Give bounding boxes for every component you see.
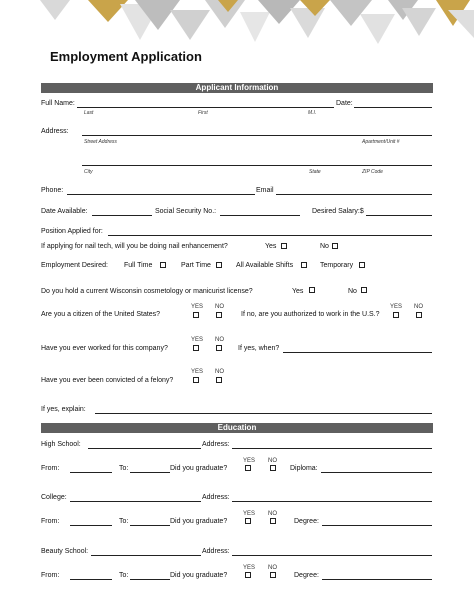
college-address-label: Address: — [202, 494, 230, 501]
temporary-checkbox[interactable] — [359, 262, 365, 268]
state-sublabel: State — [309, 169, 321, 175]
position-label: Position Applied for: — [41, 228, 103, 235]
beauty-to-label: To: — [119, 572, 129, 579]
full-name-field[interactable] — [77, 107, 334, 108]
temporary-label: Temporary — [320, 262, 354, 269]
hs-graduate-label: Did you graduate? — [170, 465, 228, 472]
college-yes-label: YES — [243, 511, 256, 517]
position-field[interactable] — [108, 235, 432, 236]
college-degree-field[interactable] — [322, 525, 432, 526]
if-yes-explain-label: If yes, explain: — [41, 406, 86, 413]
if-yes-when-field[interactable] — [283, 352, 432, 353]
last-sublabel: Last — [84, 110, 94, 116]
page-title: Employment Application — [50, 49, 202, 64]
college-to-label: To: — [119, 518, 129, 525]
beauty-graduate-yes-checkbox[interactable] — [245, 572, 251, 578]
license-no-checkbox[interactable] — [361, 287, 367, 293]
high-school-field[interactable] — [88, 448, 201, 449]
part-time-label: Part Time — [181, 262, 211, 269]
college-no-label: NO — [268, 511, 277, 517]
college-from-label: From: — [41, 518, 60, 525]
zip-sublabel: ZIP Code — [362, 169, 383, 175]
hs-graduate-no-checkbox[interactable] — [270, 465, 276, 471]
section-header-education: Education — [41, 423, 433, 433]
beauty-from-field[interactable] — [70, 579, 112, 580]
part-time-checkbox[interactable] — [216, 262, 222, 268]
desired-salary-field[interactable] — [366, 215, 432, 216]
date-available-field[interactable] — [92, 215, 152, 216]
hs-graduate-yes-checkbox[interactable] — [245, 465, 251, 471]
beauty-degree-label: Degree: — [294, 572, 319, 579]
ssn-label: Social Security No.: — [155, 208, 217, 215]
first-sublabel: First — [198, 110, 208, 116]
high-school-label: High School: — [41, 441, 81, 448]
nail-no-label: No — [320, 243, 329, 250]
address-label: Address: — [41, 128, 69, 135]
high-school-address-label: Address: — [202, 441, 230, 448]
worked-yes-checkbox[interactable] — [193, 345, 199, 351]
authorized-question: If no, are you authorized to work in the U.S.? — [241, 311, 380, 318]
ssn-field[interactable] — [220, 215, 300, 216]
hs-from-label: From: — [41, 465, 60, 472]
authorized-yes-checkbox[interactable] — [393, 312, 399, 318]
full-name-label: Full Name: — [41, 100, 75, 107]
beauty-degree-field[interactable] — [322, 579, 432, 580]
nail-no-checkbox[interactable] — [332, 243, 338, 249]
diploma-label: Diploma: — [290, 465, 318, 472]
nail-question: If applying for nail tech, will you be doing nail enhancement? — [41, 243, 228, 250]
mi-sublabel: M.I. — [308, 110, 317, 116]
citizen-yes-checkbox[interactable] — [193, 312, 199, 318]
license-no-label: No — [348, 288, 357, 295]
beauty-yes-label: YES — [243, 565, 256, 571]
worked-no-checkbox[interactable] — [216, 345, 222, 351]
hs-to-field[interactable] — [130, 472, 170, 473]
license-question: Do you hold a current Wisconsin cosmetology or manicurist license? — [41, 288, 253, 295]
beauty-to-field[interactable] — [130, 579, 170, 580]
beauty-graduate-no-checkbox[interactable] — [270, 572, 276, 578]
authorized-no-label: NO — [414, 304, 423, 310]
authorized-yes-label: YES — [390, 304, 403, 310]
beauty-school-label: Beauty School: — [41, 548, 89, 555]
diploma-field[interactable] — [321, 472, 432, 473]
if-yes-when-label: If yes, when? — [238, 345, 280, 352]
college-graduate-no-checkbox[interactable] — [270, 518, 276, 524]
felony-yes-label: YES — [191, 369, 204, 375]
date-available-label: Date Available: — [41, 208, 88, 215]
worked-question: Have you ever worked for this company? — [41, 345, 168, 352]
college-field[interactable] — [70, 501, 201, 502]
beauty-no-label: NO — [268, 565, 277, 571]
college-from-field[interactable] — [70, 525, 112, 526]
beauty-from-label: From: — [41, 572, 60, 579]
college-graduate-yes-checkbox[interactable] — [245, 518, 251, 524]
full-time-checkbox[interactable] — [160, 262, 166, 268]
college-to-field[interactable] — [130, 525, 170, 526]
hs-yes-label: YES — [243, 458, 256, 464]
citizen-no-label: NO — [215, 304, 224, 310]
license-yes-label: Yes — [292, 288, 304, 295]
all-shifts-checkbox[interactable] — [301, 262, 307, 268]
high-school-address-field[interactable] — [232, 448, 432, 449]
beauty-graduate-label: Did you graduate? — [170, 572, 228, 579]
street-address-sublabel: Street Address — [84, 139, 117, 145]
license-yes-checkbox[interactable] — [309, 287, 315, 293]
apartment-sublabel: Apartment/Unit # — [362, 139, 400, 145]
city-sublabel: City — [84, 169, 93, 175]
email-field[interactable] — [276, 194, 432, 195]
full-time-label: Full Time — [124, 262, 153, 269]
felony-question: Have you ever been convicted of a felony? — [41, 377, 174, 384]
date-label: Date: — [336, 100, 353, 107]
citizen-yes-label: YES — [191, 304, 204, 310]
worked-yes-label: YES — [191, 337, 204, 343]
beauty-address-label: Address: — [202, 548, 230, 555]
nail-yes-label: Yes — [265, 243, 277, 250]
hs-to-label: To: — [119, 465, 129, 472]
phone-field[interactable] — [67, 194, 255, 195]
employment-desired-label: Employment Desired: — [41, 262, 108, 269]
if-yes-explain-field[interactable] — [95, 413, 432, 414]
felony-no-checkbox[interactable] — [216, 377, 222, 383]
hs-no-label: NO — [268, 458, 277, 464]
desired-salary-label: Desired Salary:$ — [312, 208, 364, 215]
college-degree-label: Degree: — [294, 518, 319, 525]
header-triangle-pattern — [0, 0, 474, 48]
worked-no-label: NO — [215, 337, 224, 343]
college-address-field[interactable] — [232, 501, 432, 502]
email-label: Email — [256, 187, 274, 194]
street-address-field[interactable] — [82, 135, 432, 136]
section-header-applicant: Applicant Information — [41, 83, 433, 93]
phone-label: Phone: — [41, 187, 64, 194]
city-state-zip-field[interactable] — [82, 165, 432, 166]
felony-yes-checkbox[interactable] — [193, 377, 199, 383]
nail-yes-checkbox[interactable] — [281, 243, 287, 249]
college-graduate-label: Did you graduate? — [170, 518, 228, 525]
beauty-school-field[interactable] — [91, 555, 201, 556]
authorized-no-checkbox[interactable] — [416, 312, 422, 318]
date-field[interactable] — [354, 107, 432, 108]
beauty-address-field[interactable] — [232, 555, 432, 556]
felony-no-label: NO — [215, 369, 224, 375]
citizen-question: Are you a citizen of the United States? — [41, 311, 161, 318]
all-shifts-label: All Available Shifts — [236, 262, 294, 269]
hs-from-field[interactable] — [70, 472, 112, 473]
college-label: College: — [41, 494, 67, 501]
citizen-no-checkbox[interactable] — [216, 312, 222, 318]
